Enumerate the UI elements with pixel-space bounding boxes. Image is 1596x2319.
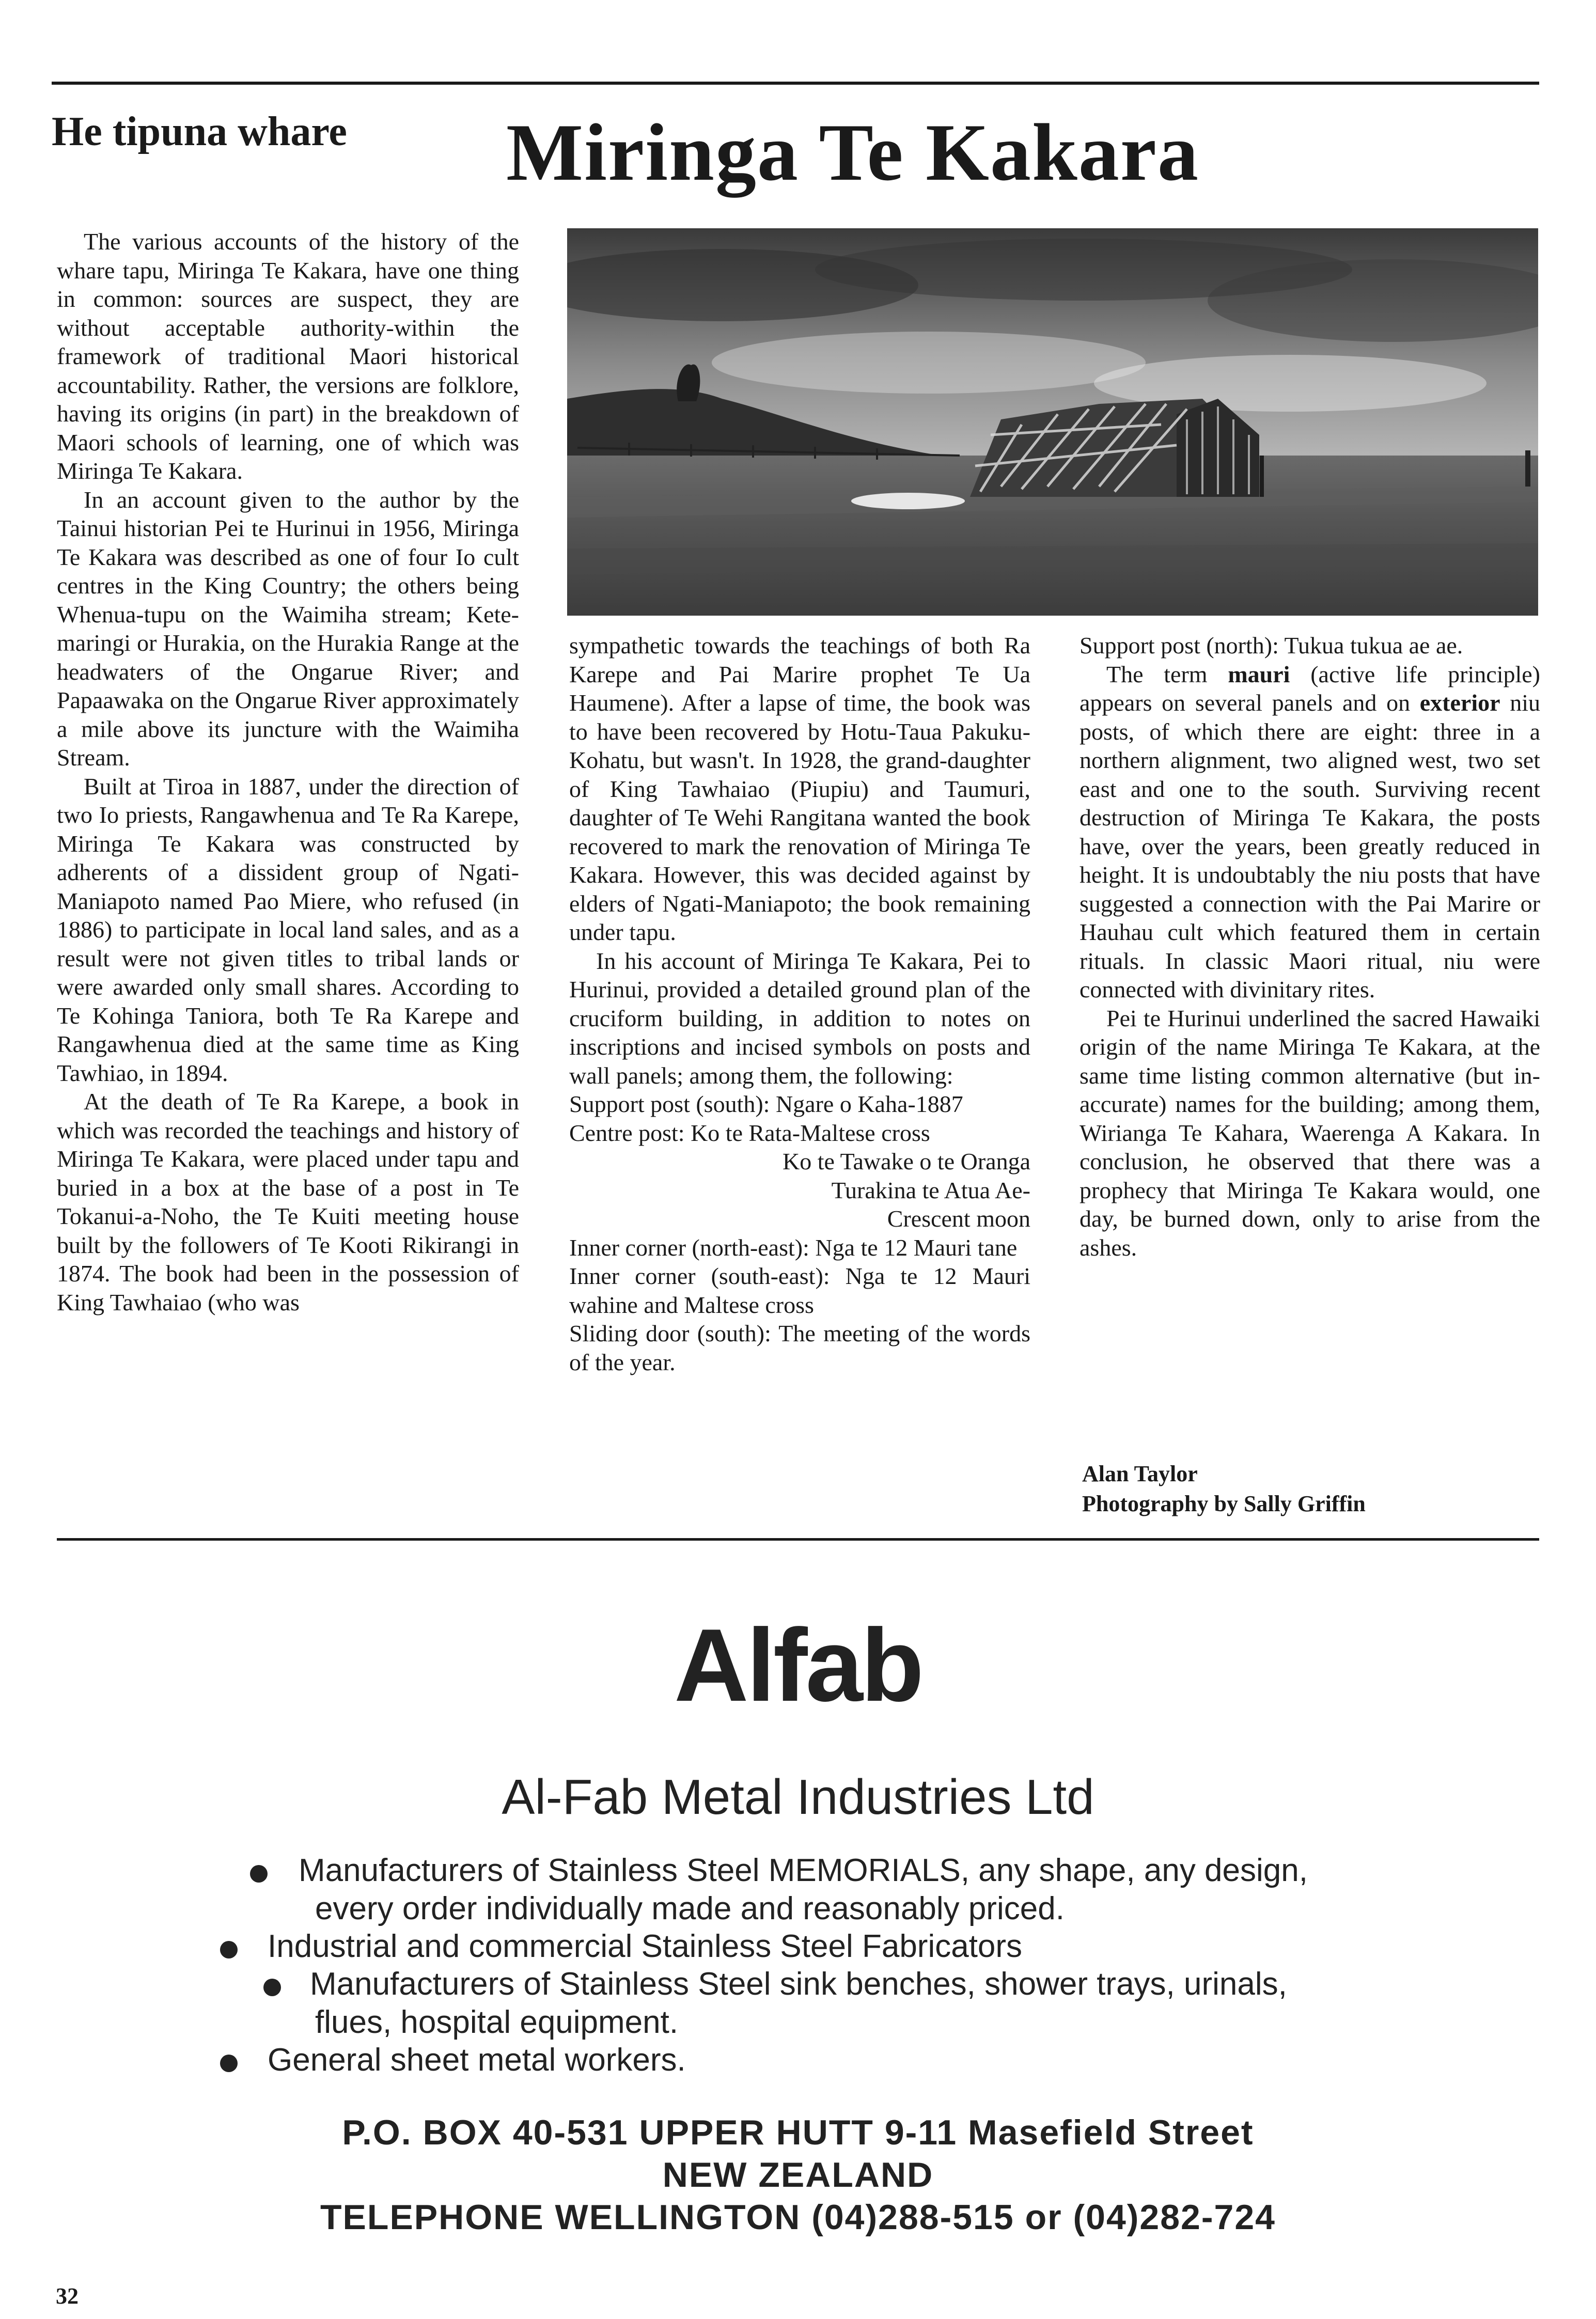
inscription-sliding-door: Sliding door (south): The meeting of the words of the year. [569,1320,1030,1375]
paragraph-mauri [1079,660,1540,1004]
section-divider [57,1538,1539,1541]
inscription-support-north: Support post (north): Tukua tukua ae ae. [1079,632,1463,659]
inscription-support-south: Support post (south): Ngare o Kaha-1887 [569,1091,963,1117]
ad-bullet: Industrial and commercial Stainless Steel Fabricators [268,1929,1023,1964]
inscription-inner-se: Inner corner (south-east): Nga te 12 Mauri wahine and Maltese cross [569,1263,1030,1318]
paragraph: In an account given to the author by the Tainui historian Pei te Hurinui in 1956, Miringa Te Kakara was described as one of four Io cult centres in the King Country; the others being Whenua-tupu on the Waimiha stream; Kete-maringi or Hurakia, on the Hurakia Range at the headwaters of the Ongarue River; and Papaawaka on the Ongarue River approximately a mile above its juncture with the Waimiha Stream. [57,486,519,771]
photo-credit: Photography by Sally Griffin [1082,1491,1366,1516]
paragraph: sympathetic towards the teachings of both Ra Karepe and Pai Marire prophet Te Ua Haumene). After a lapse of time, the book was to have been recovered by Hotu-Taua Pakuku-Kohatu, but wasn't. In 1928, the grand-daughter of King Tawhaiao (Piupiu) and Taumuri, daughter of Te Wehi Rangitana wanted the book recovered to mark the renovation of Miringa Te Kakara. However, this was decided against by elders of Ngati-Maniapoto; the book remaining under tapu. [569,632,1030,945]
bullet-icon [220,1941,238,1958]
paragraph: Built at Tiroa in 1887, under the direction of two Io priests, Rangawhenua and Te Ra Karepe, Miringa Te Kakara was constructed by adherents of a dissident group of Ngati-Maniapoto named Pao Miere, who refused (in 1886) to participate in local land sales, and as a result were not given titles to tribal lands or were awarded only small shares. According to Te Kohinga Taniora, both Te Ra Karepe and Rangawhenua died at the same time as King Tawhiao, in 1894. [57,773,519,1086]
paragraph: The various accounts of the history of the whare tapu, Miringa Te Kakara, have one thing in common: sources are suspect, they are without acceptable authority-within the framework of traditional Maori historical accountability. Rather, the versions are folklore, having its origins (in part) in the breakdown of Maori schools of learning, one of which was Miringa Te Kakara. [57,228,519,484]
text-run: The term [1106,661,1228,687]
ad-bullet: Manufacturers of Stainless Steel sink benches, shower trays, urinals, [310,1966,1287,2002]
bullet-icon [220,2055,238,2072]
inscription-inner-ne: Inner corner (north-east): Nga te 12 Mauri tane [569,1234,1018,1261]
ad-contact-telephone: TELEPHONE WELLINGTON (04)288-515 or (04)282-724 [320,2198,1276,2237]
inscription-centre-line: Crescent moon [887,1205,1030,1232]
inscription-centre-line: Turakina te Atua Ae- [831,1177,1030,1203]
term-mauri: mauri [1228,661,1290,687]
section-kicker: He tipuna whare [52,109,347,154]
text-run: (active life principle) appears on several panels and on [1079,661,1540,716]
ad-bullet-continuation: every order individually made and reasonably priced. [315,1891,1065,1926]
bullet-icon [263,1979,281,1996]
ad-company-name: Al-Fab Metal Industries Ltd [502,1769,1094,1825]
bullet-icon [250,1865,268,1883]
article-headline: Miringa Te Kakara [506,107,1199,198]
paragraph: In his account of Miringa Te Kakara, Pei to Hurinui, provided a detailed ground plan of the cruciform building, in addition to notes on inscriptions and incised symbols on posts and wall panels; among them, the following: [569,947,1030,1089]
article-column-2 [569,631,1030,1376]
ad-bullet-continuation: flues, hospital equipment. [315,2004,679,2040]
ad-brand-logo: Alfab [674,1608,922,1723]
ad-bullet: General sheet metal workers. [268,2042,686,2078]
inscription-centre-line: Ko te Tawake o te Oranga [782,1148,1030,1174]
text-run: niu posts, of which there are eight: three in a northern alignment, two aligned west, two set east and one to the south. Surviving recent destruction of Miringa Te Kakara, the posts have, over the years, been greatly reduced in height. It is undoubtably the niu posts that have suggested a connection with the Pai Marire or Hauhau cult which featured them in certain rituals. In classic Maori ritual, niu were connected with divinitary rites. [1079,690,1541,1002]
article-column-1 [57,227,519,1317]
paragraph: Pei te Hurinui underlined the sacred Hawaiki origin of the name Miringa Te Kakara, at the same time listing common alternative (but in-accurate) names for the building; among them, Wirianga Te Kahara, Waerenga A Kakara. In conclusion, he observed that there was a prophecy that Miringa Te Kakara would, one day, be burned down, only to arise from the ashes. [1079,1005,1540,1261]
term-exterior: exterior [1419,690,1500,716]
whare-photo [567,228,1538,616]
top-rule [52,82,1539,85]
ad-contact-address: P.O. BOX 40-531 UPPER HUTT 9-11 Masefield Street [342,2113,1254,2152]
inscription-centre-post: Centre post: Ko te Rata-Maltese cross [569,1119,930,1146]
page-number: 32 [56,2283,79,2309]
article-column-3 [1079,631,1540,1262]
article-credits [1082,1459,1366,1519]
ad-contact-country: NEW ZEALAND [662,2155,934,2195]
ad-bullet: Manufacturers of Stainless Steel MEMORIALS, any shape, any design, [299,1853,1308,1888]
author-credit: Alan Taylor [1082,1461,1198,1486]
paragraph: At the death of Te Ra Karepe, a book in which was recorded the teachings and history of Miringa Te Kakara, were placed under tapu and buried in a box at the base of a post in Te Tokanui-a-Noho, the Te Kuiti meeting house built by the followers of Te Kooti Rikirangi in 1874. The book had been in the possession of King Tawhaiao (who was [57,1088,519,1315]
